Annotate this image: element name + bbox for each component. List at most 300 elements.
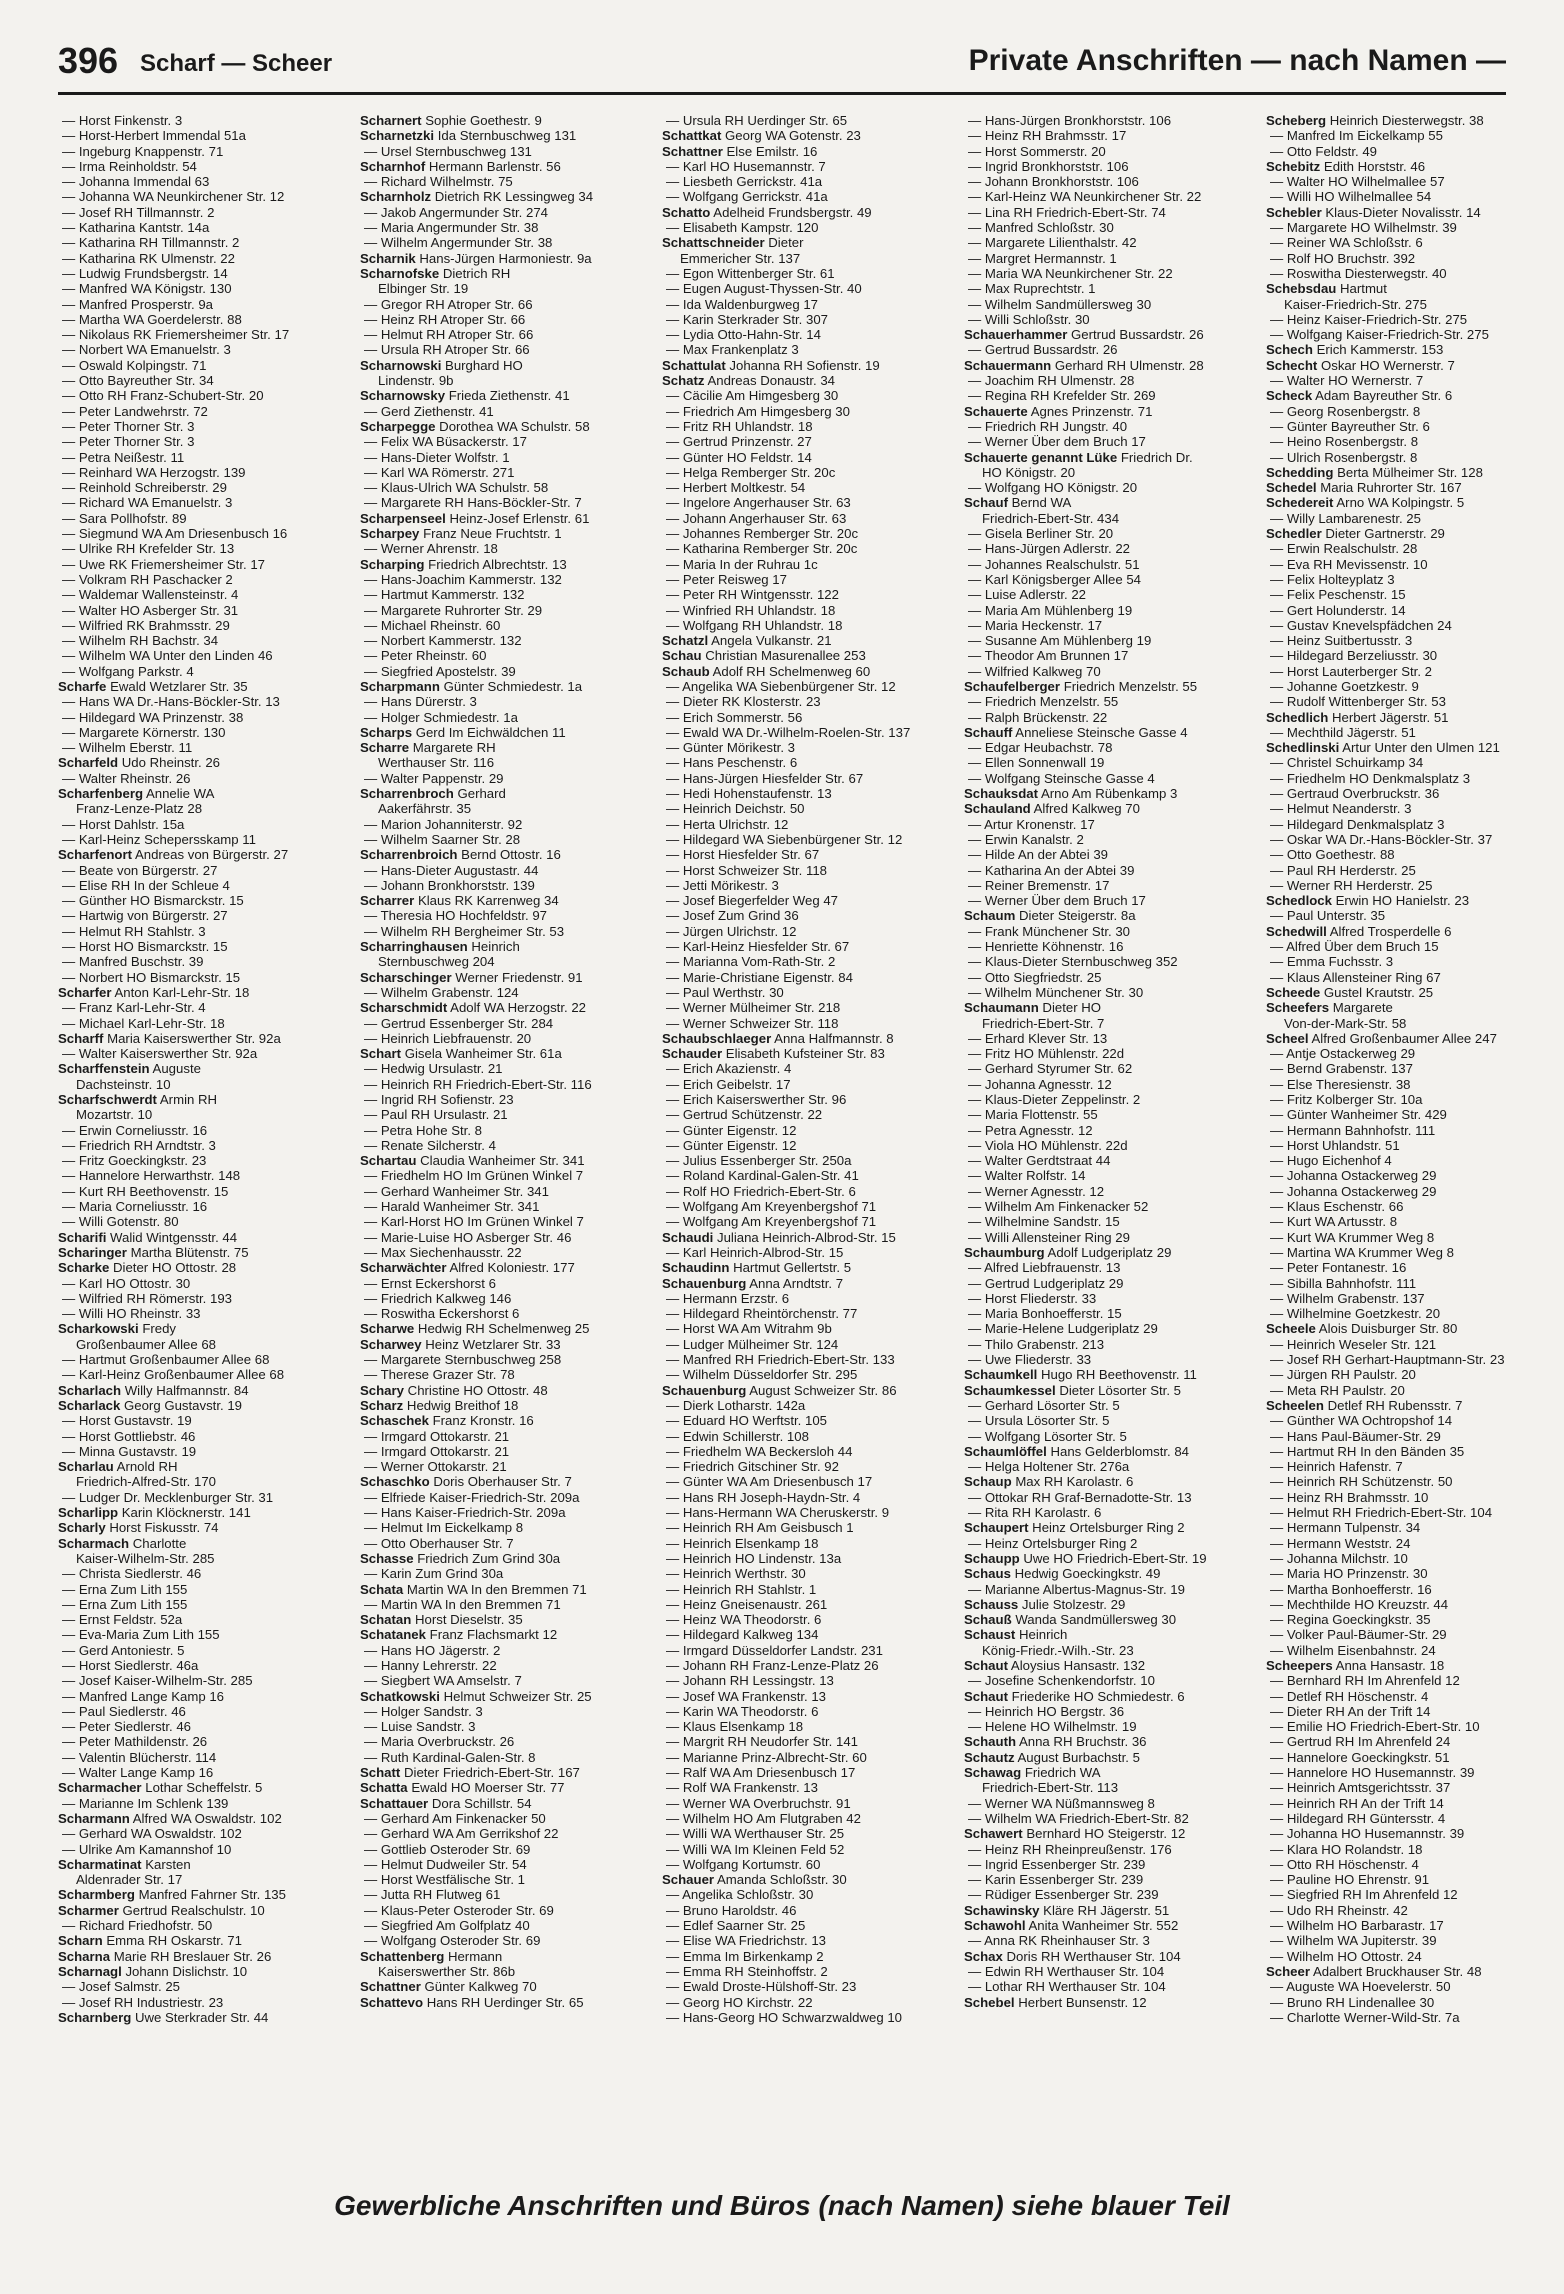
listing-entry xyxy=(360,1168,652,1183)
listing-text: — Norbert WA Emanuelstr. 3 xyxy=(62,342,231,358)
listing-text: — Siegmund WA Am Driesenbusch 16 xyxy=(62,526,288,542)
listing-entry xyxy=(1266,985,1558,1000)
listing-entry xyxy=(662,342,954,357)
listing-text: — Luise Sandstr. 3 xyxy=(364,1719,476,1735)
listing-entry xyxy=(662,1796,954,1811)
listing-text: — Edwin Schillerstr. 108 xyxy=(666,1428,809,1444)
listing-entry xyxy=(1266,1245,1558,1260)
listing-entry xyxy=(662,373,954,388)
listing-entry xyxy=(662,1276,954,1291)
listing-text: Dora Schillstr. 54 xyxy=(431,1795,532,1811)
listing-entry xyxy=(1266,1000,1558,1015)
listing-entry xyxy=(360,1903,652,1918)
listing-entry xyxy=(964,1459,1256,1474)
listing-text: — Günter Mörikestr. 3 xyxy=(666,740,795,756)
listing-text: — Werner Agnesstr. 12 xyxy=(968,1183,1105,1199)
listing-entry xyxy=(58,1184,350,1199)
listing-text: — Wilfried Kalkweg 70 xyxy=(968,663,1101,679)
listing-entry xyxy=(964,1872,1256,1887)
listing-entry xyxy=(1266,1046,1558,1061)
listing-entry xyxy=(58,419,350,434)
surname: Schaufelberger xyxy=(964,678,1061,694)
listing-text: — Susanne Am Mühlenberg 19 xyxy=(968,633,1152,649)
listing-text: — Rolf WA Frankenstr. 13 xyxy=(666,1780,818,1796)
listing-entry xyxy=(58,1949,350,1964)
listing-entry xyxy=(1266,1842,1558,1857)
listing-text: Friederike HO Schmiedestr. 6 xyxy=(1011,1688,1185,1704)
listing-text: — Hugo Eichenhof 4 xyxy=(1270,1153,1392,1169)
listing-text: — Gerhard WA Am Gerrikshof 22 xyxy=(364,1826,559,1842)
listing-text: — Erich Kaiserswerther Str. 96 xyxy=(666,1092,847,1107)
listing-text: — Edgar Heubachstr. 78 xyxy=(968,740,1113,756)
listing-entry xyxy=(360,1582,652,1597)
surname: Schau xyxy=(662,648,702,664)
surname: Scheck xyxy=(1266,388,1313,404)
listing-entry xyxy=(662,1230,954,1245)
listing-entry xyxy=(58,1077,350,1092)
listing-text: — Lydia Otto-Hahn-Str. 14 xyxy=(666,327,821,343)
listing-text: — Karl Königsberger Allee 54 xyxy=(968,571,1142,587)
listing-entry xyxy=(964,1352,1256,1367)
listing-text: — Karl-Horst HO Im Grünen Winkel 7 xyxy=(364,1214,584,1230)
surname: Schauenburg xyxy=(662,1275,747,1291)
listing-entry xyxy=(1266,2010,1558,2025)
listing-entry xyxy=(58,832,350,847)
listing-text: — Wilhelm Angermunder Str. 38 xyxy=(364,235,553,251)
listing-text: — Johanna Agnesstr. 12 xyxy=(968,1076,1112,1092)
listing-entry xyxy=(1266,618,1558,633)
listing-text: — Peter Thorner Str. 3 xyxy=(62,418,195,434)
listing-entry xyxy=(662,205,954,220)
surname: Scharff xyxy=(58,1030,104,1046)
listing-entry xyxy=(360,220,652,235)
listing-entry xyxy=(360,1123,652,1138)
listing-text: Dietrich RK Lessingweg 34 xyxy=(434,189,594,205)
listing-text: — Regina Goeckingkstr. 35 xyxy=(1270,1612,1431,1628)
listing-text: — Jürgen Ulrichstr. 12 xyxy=(666,923,797,939)
listing-entry xyxy=(964,1658,1256,1673)
listing-entry xyxy=(662,358,954,373)
listing-entry xyxy=(662,1979,954,1994)
listing-entry xyxy=(58,1429,350,1444)
listing-entry xyxy=(360,1918,652,1933)
listing-text: — Heinrich RH Schützenstr. 50 xyxy=(1270,1474,1453,1490)
listing-text: — Friedrich RH Arndtstr. 3 xyxy=(62,1137,216,1153)
listing-text: Bernd WA xyxy=(1011,495,1072,511)
listing-entry xyxy=(360,1857,652,1872)
listing-text: — Karl HO Ottostr. 30 xyxy=(62,1275,191,1291)
listing-entry xyxy=(360,970,652,985)
listing-entry xyxy=(360,1383,652,1398)
listing-text: — Theresia HO Hochfeldstr. 97 xyxy=(364,908,547,924)
listing-text: Martha Blütenstr. 75 xyxy=(130,1244,249,1260)
listing-entry xyxy=(58,1734,350,1749)
surname: Scharn xyxy=(58,1933,103,1949)
listing-entry xyxy=(662,878,954,893)
listing-text: — Margarete Sternbuschweg 258 xyxy=(364,1352,562,1368)
listing-entry xyxy=(662,1245,954,1260)
listing-entry xyxy=(1266,495,1558,510)
listing-text: — Werner Ahrenstr. 18 xyxy=(364,541,498,557)
listing-entry xyxy=(1266,832,1558,847)
page-number: 396 xyxy=(58,40,119,81)
listing-entry xyxy=(58,1918,350,1933)
listing-text: Johanna RH Sofienstr. 19 xyxy=(729,357,880,373)
listing-text: — Horst Sommerstr. 20 xyxy=(968,143,1106,159)
listing-entry xyxy=(662,908,954,923)
listing-entry xyxy=(1266,1857,1558,1872)
listing-text: — Felix WA Büsackerstr. 17 xyxy=(364,434,527,450)
listing-entry xyxy=(662,694,954,709)
listing-text: Aloysius Hansastr. 132 xyxy=(1010,1657,1146,1673)
listing-text: — Ingelore Angerhauser Str. 63 xyxy=(666,495,851,511)
listing-entry xyxy=(662,939,954,954)
listing-entry xyxy=(1266,1413,1558,1428)
listing-text: — Eduard HO Werftstr. 105 xyxy=(666,1413,827,1429)
listing-text: — Heinrich HO Lindenstr. 13a xyxy=(666,1550,842,1566)
listing-text: — Horst WA Am Witrahm 9b xyxy=(666,1321,832,1337)
listing-entry xyxy=(360,327,652,342)
listing-entry xyxy=(1266,1260,1558,1275)
listing-entry xyxy=(1266,1582,1558,1597)
listing-text: — Gerd Antoniestr. 5 xyxy=(62,1642,185,1658)
surname: Schatkowski xyxy=(360,1688,440,1704)
surname: Scharfschwerdt xyxy=(58,1092,157,1107)
listing-entry xyxy=(662,1995,954,2010)
listing-text: — Wilhelm HO Barbarastr. 17 xyxy=(1270,1918,1444,1934)
listing-text: — Bernhard RH Im Ahrenfeld 12 xyxy=(1270,1673,1460,1689)
surname: Scheepers xyxy=(1266,1657,1333,1673)
listing-text: — Wolfgang Steinsche Gasse 4 xyxy=(968,770,1155,786)
listing-entry xyxy=(360,1276,652,1291)
listing-text: — Günter Eigenstr. 12 xyxy=(666,1137,797,1153)
listing-text: — Werner WA Overbruchstr. 91 xyxy=(666,1795,851,1811)
listing-entry xyxy=(964,1826,1256,1841)
listing-text: — Wolfgang Lösorter Str. 5 xyxy=(968,1428,1127,1444)
listing-text: — Karin Sterkrader Str. 307 xyxy=(666,311,828,327)
listing-text: — Wolfgang Am Kreyenbergshof 71 xyxy=(666,1214,877,1230)
listing-text: — Nikolaus RK Friemersheimer Str. 17 xyxy=(62,327,290,343)
listing-text: — Manfred WA Königstr. 130 xyxy=(62,281,232,297)
listing-text: Annelie WA xyxy=(145,786,215,802)
listing-entry xyxy=(964,832,1256,847)
listing-entry xyxy=(1266,1168,1558,1183)
listing-entry xyxy=(1266,159,1558,174)
listing-text: — Meta RH Paulstr. 20 xyxy=(1270,1382,1405,1398)
listing-text: — Horst Dahlstr. 15a xyxy=(62,816,185,832)
listing-entry xyxy=(58,648,350,663)
listing-text: — Uwe RK Friemersheimer Str. 17 xyxy=(62,556,265,572)
listing-entry xyxy=(662,1123,954,1138)
listing-text: — Erhard Klever Str. 13 xyxy=(968,1030,1108,1046)
listing-text: — Franz Karl-Lehr-Str. 4 xyxy=(62,1000,206,1016)
surname: Scheele xyxy=(1266,1321,1316,1337)
listing-text: — Wolfgang Kortumstr. 60 xyxy=(666,1856,821,1872)
surname: Scharlau xyxy=(58,1459,114,1475)
listing-entry xyxy=(662,1903,954,1918)
listing-entry xyxy=(58,847,350,862)
listing-text: Dieter Friedrich-Ebert-Str. 167 xyxy=(403,1765,580,1781)
listing-text: — Karl-Heinz WA Neunkirchener Str. 22 xyxy=(968,189,1202,205)
listing-entry xyxy=(964,251,1256,266)
listing-entry xyxy=(964,266,1256,281)
listing-entry xyxy=(58,1123,350,1138)
listing-entry xyxy=(58,1582,350,1597)
listing-text: — Hanny Lehrerstr. 22 xyxy=(364,1657,497,1673)
listing-entry xyxy=(58,908,350,923)
surname: Scharwey xyxy=(360,1336,422,1352)
listing-entry xyxy=(360,1826,652,1841)
listing-text: Arno WA Kolpingstr. 5 xyxy=(1336,495,1465,511)
listing-text: Karsten xyxy=(145,1856,191,1872)
listing-entry xyxy=(58,633,350,648)
listing-entry xyxy=(662,113,954,128)
listing-text: — Hannelore Goeckingkstr. 51 xyxy=(1270,1749,1450,1765)
listing-entry xyxy=(964,220,1256,235)
listing-entry xyxy=(662,1383,954,1398)
listing-entry xyxy=(662,710,954,725)
listing-entry xyxy=(662,1750,954,1765)
listing-entry xyxy=(964,1627,1256,1642)
listing-entry xyxy=(662,817,954,832)
listing-text: — Erwin Realschulstr. 28 xyxy=(1270,541,1418,557)
listing-text: Berta Mülheimer Str. 128 xyxy=(1337,464,1483,480)
listing-text: — Heinrich Weseler Str. 121 xyxy=(1270,1336,1437,1352)
listing-text: — Hans-Hermann WA Cheruskerstr. 9 xyxy=(666,1505,890,1521)
listing-text: — Horst Finkenstr. 3 xyxy=(62,113,183,128)
surname: Schaudinn xyxy=(662,1260,730,1276)
surname: Scharffenstein xyxy=(58,1061,150,1077)
surname: Schaupp xyxy=(964,1550,1020,1566)
listing-entry xyxy=(964,618,1256,633)
listing-text: — Ursel Sternbuschweg 131 xyxy=(364,143,532,159)
listing-text: — Johann Bronkhorststr. 139 xyxy=(364,877,535,893)
listing-entry xyxy=(662,740,954,755)
surname: Schebel xyxy=(964,1994,1015,2010)
listing-text: — Ursula Lösorter Str. 5 xyxy=(968,1413,1110,1429)
listing-entry xyxy=(58,1276,350,1291)
listing-entry xyxy=(360,771,652,786)
listing-text: Andreas Donaustr. 34 xyxy=(707,373,836,389)
listing-entry xyxy=(662,511,954,526)
listing-entry xyxy=(360,648,652,663)
surname: Schauermann xyxy=(964,357,1052,373)
listing-entry xyxy=(360,1153,652,1168)
listing-entry xyxy=(1266,1077,1558,1092)
surname: Schaschko xyxy=(360,1474,430,1490)
listing-entry xyxy=(1266,1337,1558,1352)
listing-entry xyxy=(360,939,652,954)
listing-entry xyxy=(58,404,350,419)
listing-entry xyxy=(1266,954,1558,969)
surname: Scharnik xyxy=(360,250,416,266)
listing-entry xyxy=(360,801,652,816)
listing-entry xyxy=(662,1658,954,1673)
listing-entry xyxy=(360,174,652,189)
listing-entry xyxy=(1266,327,1558,342)
listing-entry xyxy=(662,618,954,633)
listing-text: — Maria HO Prinzenstr. 30 xyxy=(1270,1566,1428,1582)
listing-entry xyxy=(964,1230,1256,1245)
listing-entry xyxy=(662,1092,954,1107)
listing-entry xyxy=(662,1949,954,1964)
listing-entry xyxy=(1266,679,1558,694)
listing-entry xyxy=(1266,924,1558,939)
listing-text: — Horst-Herbert Immendal 51a xyxy=(62,128,246,144)
listing-text: — Walter Lange Kamp 16 xyxy=(62,1765,214,1781)
listing-entry xyxy=(360,1016,652,1031)
surname: Scharfe xyxy=(58,678,107,694)
listing-entry xyxy=(1266,970,1558,985)
listing-entry xyxy=(58,450,350,465)
listing-text: — Walter Rolfstr. 14 xyxy=(968,1168,1086,1184)
listing-text: — Margarete Körnerstr. 130 xyxy=(62,724,226,740)
listing-entry xyxy=(662,1918,954,1933)
listing-text: Anita Wanheimer Str. 552 xyxy=(1028,1918,1179,1934)
listing-entry xyxy=(1266,1551,1558,1566)
listing-entry xyxy=(360,1199,652,1214)
listing-entry xyxy=(360,1811,652,1826)
listing-entry xyxy=(58,1337,350,1352)
listing-text: — Christa Siedlerstr. 46 xyxy=(62,1566,202,1582)
listing-text: — Hans-Dieter Wolfstr. 1 xyxy=(364,449,510,465)
surname: Schartau xyxy=(360,1153,417,1169)
listing-entry xyxy=(964,1337,1256,1352)
listing-text: Artur Unter den Ulmen 121 xyxy=(1342,740,1500,756)
listing-text: — Siegfried Am Golfplatz 40 xyxy=(364,1918,530,1934)
listing-entry xyxy=(58,1474,350,1489)
listing-text: — Norbert HO Bismarckstr. 15 xyxy=(62,969,241,985)
surname: Schattenberg xyxy=(360,1948,445,1964)
listing-text: Dieter Steigerstr. 8a xyxy=(1018,908,1136,924)
listing-entry xyxy=(1266,587,1558,602)
listing-entry xyxy=(1266,1061,1558,1076)
surname: Scharfer xyxy=(58,984,112,1000)
listing-entry xyxy=(662,419,954,434)
listing-entry xyxy=(662,1719,954,1734)
listing-entry xyxy=(662,144,954,159)
surname: Scharnholz xyxy=(360,189,432,205)
listing-text: — Volker Paul-Bäumer-Str. 29 xyxy=(1270,1627,1447,1643)
listing-entry xyxy=(662,541,954,556)
listing-entry xyxy=(662,1214,954,1229)
listing-text: — Gerhard Lösorter Str. 5 xyxy=(968,1397,1120,1413)
listing-text: Johann Dislichstr. 10 xyxy=(125,1963,248,1979)
listing-entry xyxy=(360,1627,652,1642)
listing-entry xyxy=(964,1016,1256,1031)
listing-entry xyxy=(360,1092,652,1107)
listing-text: — Gertrud Prinzenstr. 27 xyxy=(666,434,812,450)
listing-text: Anna Arndtstr. 7 xyxy=(749,1275,844,1291)
listing-entry xyxy=(360,1750,652,1765)
listing-text: — Elfriede Kaiser-Friedrich-Str. 209a xyxy=(364,1489,580,1505)
listing-entry xyxy=(1266,235,1558,250)
surname: Schaumlöffel xyxy=(964,1443,1047,1459)
listing-entry xyxy=(1266,1765,1558,1780)
listing-entry xyxy=(360,1719,652,1734)
listing-entry xyxy=(360,144,652,159)
listing-entry xyxy=(662,1490,954,1505)
listing-entry xyxy=(662,1734,954,1749)
listing-text: — Liesbeth Gerrickstr. 41a xyxy=(666,174,823,190)
listing-text: Klaus-Dieter Novalisstr. 14 xyxy=(1325,204,1481,220)
listing-entry xyxy=(662,1872,954,1887)
listing-text: — Irmgard Düsseldorfer Landstr. 231 xyxy=(666,1642,883,1658)
listing-text: Juliana Heinrich-Albrod-Str. 15 xyxy=(716,1229,896,1245)
listing-entry xyxy=(1266,220,1558,235)
listing-text: — Peter Fontanestr. 16 xyxy=(1270,1260,1407,1276)
listing-entry xyxy=(58,1245,350,1260)
surname: Schauenburg xyxy=(662,1382,747,1398)
listing-text: — Klaus Elsenkamp 18 xyxy=(666,1719,804,1735)
listing-text: Adam Bayreuther Str. 6 xyxy=(1315,388,1453,404)
listing-text: — Lina RH Friedrich-Ebert-Str. 74 xyxy=(968,204,1166,220)
listing-entry xyxy=(1266,297,1558,312)
listing-text: Heinrich xyxy=(1018,1627,1068,1643)
listing-text: — Klaus-Dieter Zeppelinstr. 2 xyxy=(968,1092,1141,1107)
surname: Scharrenbroch xyxy=(360,786,454,802)
listing-entry xyxy=(58,970,350,985)
listing-entry xyxy=(360,1138,652,1153)
listing-entry xyxy=(1266,113,1558,128)
surname: Scharre xyxy=(360,740,410,756)
listing-text: — Emilie HO Friedrich-Ebert-Str. 10 xyxy=(1270,1719,1480,1735)
listing-text: — Ralph Brückenstr. 22 xyxy=(968,709,1108,725)
listing-entry xyxy=(58,434,350,449)
listing-entry xyxy=(964,189,1256,204)
listing-entry xyxy=(360,1658,652,1673)
listing-text: — Richard WA Emanuelstr. 3 xyxy=(62,495,233,511)
listing-text: — Walter HO Wilhelmallee 57 xyxy=(1270,174,1445,190)
listing-text: Aldenrader Str. 17 xyxy=(76,1872,183,1888)
listing-text: — Ingrid Bronkhorststr. 106 xyxy=(968,158,1129,174)
listing-entry xyxy=(662,1474,954,1489)
listing-text: — Otto RH Höschenstr. 4 xyxy=(1270,1856,1419,1872)
listing-entry xyxy=(964,541,1256,556)
listing-text: — Horst Gottliebstr. 46 xyxy=(62,1428,196,1444)
surname: Scharkowski xyxy=(58,1321,139,1337)
listing-text: Ida Sternbuschweg 131 xyxy=(437,128,577,144)
listing-entry xyxy=(964,725,1256,740)
listing-text: — Klaus-Ulrich WA Schulstr. 58 xyxy=(364,480,549,496)
listing-text: Auguste xyxy=(152,1061,201,1077)
listing-text: — Edwin RH Werthauser Str. 104 xyxy=(968,1963,1165,1979)
surname: Schattauer xyxy=(360,1795,429,1811)
listing-entry xyxy=(964,1199,1256,1214)
listing-entry xyxy=(964,648,1256,663)
listing-text: — Rolf HO Bruchstr. 392 xyxy=(1270,250,1416,266)
listing-text: — Emma RH Steinhoffstr. 2 xyxy=(666,1963,828,1979)
listing-entry xyxy=(1266,1995,1558,2010)
listing-entry xyxy=(1266,1352,1558,1367)
listing-entry xyxy=(1266,1796,1558,1811)
listing-entry xyxy=(662,1429,954,1444)
listing-text: — Wilfried RH Römerstr. 193 xyxy=(62,1290,233,1306)
listing-entry xyxy=(58,679,350,694)
listing-entry xyxy=(58,1230,350,1245)
listing-text: Friedrich-Ebert-Str. 113 xyxy=(982,1780,1119,1796)
listing-entry xyxy=(964,1367,1256,1382)
listing-text: — Alfred Über dem Bruch 15 xyxy=(1270,939,1439,955)
listing-text: — Heinrich Hafenstr. 7 xyxy=(1270,1459,1403,1475)
listing-entry xyxy=(662,633,954,648)
listing-entry xyxy=(360,863,652,878)
listing-entry xyxy=(964,1306,1256,1321)
surname: Schaudi xyxy=(662,1229,714,1245)
listing-text: — Kurt WA Krummer Weg 8 xyxy=(1270,1229,1435,1245)
listing-text: Adolf Ludgeriplatz 29 xyxy=(1047,1244,1172,1260)
listing-text: — Marion Johanniterstr. 92 xyxy=(364,816,523,832)
